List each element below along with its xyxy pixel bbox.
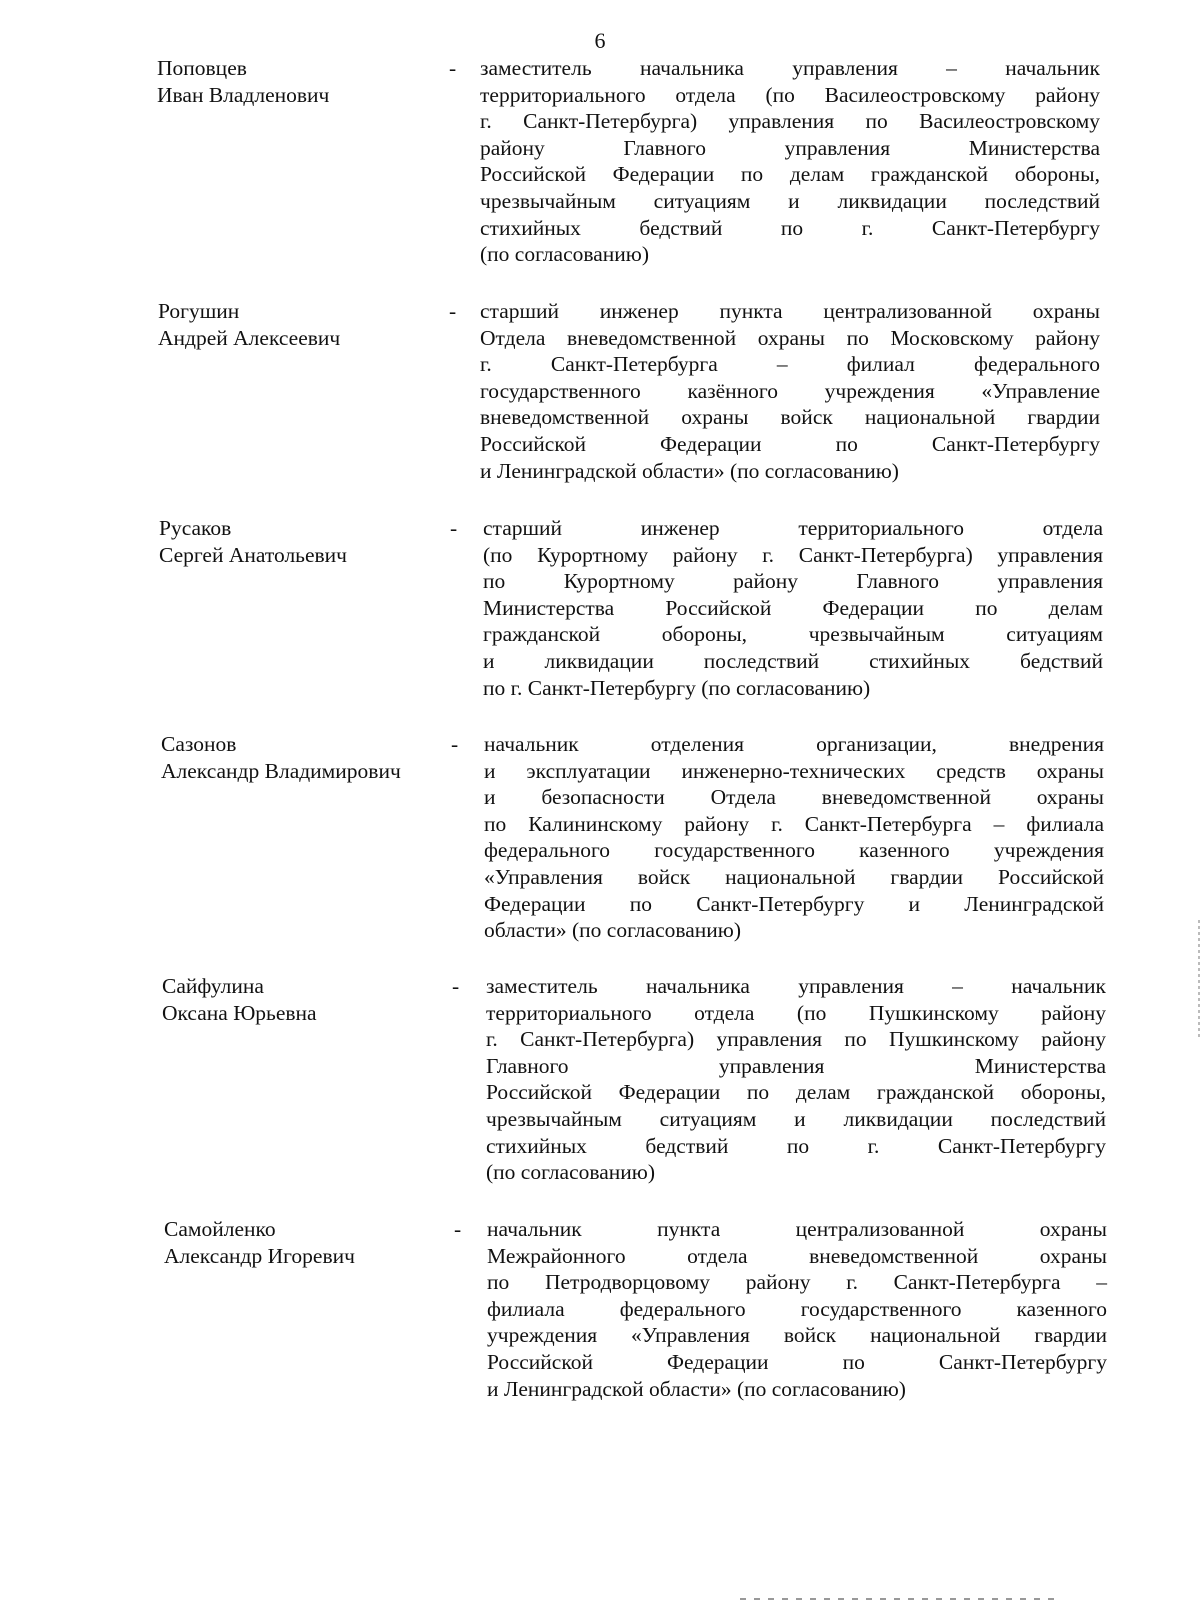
position-line: Российской Федерации по Санкт-Петербургу	[480, 431, 1100, 456]
position-line: Российской Федерации по Санкт-Петербургу	[487, 1349, 1107, 1374]
position-line: г. Санкт-Петербурга) управления по Пушкинскому району	[486, 1027, 1106, 1052]
position-line: району Главного управления Министерства	[480, 135, 1100, 160]
person-surname: Самойленко	[164, 1217, 276, 1241]
position-line: чрезвычайным ситуациям и ликвидации последствий	[480, 188, 1100, 213]
person-surname: Русаков	[159, 516, 232, 540]
position-line: Главного управления Министерства	[486, 1053, 1106, 1078]
position-line: (по согласованию)	[480, 242, 650, 267]
position-line: и безопасности Отдела вневедомственной охраны	[484, 785, 1104, 810]
position-line: г. Санкт-Петербурга) управления по Василеостровскому	[480, 109, 1100, 134]
position-line: Российской Федерации по делам гражданской обороны,	[486, 1080, 1106, 1105]
position-line: территориального отдела (по Пушкинскому району	[486, 1000, 1106, 1025]
position-line: по Калининскому району г. Санкт-Петербурга – филиала	[484, 811, 1104, 836]
person-given-names: Сергей Анатольевич	[159, 542, 347, 567]
position-line: Отдела вневедомственной охраны по Московскому району	[480, 325, 1100, 350]
position-line: филиала федерального государственного казенного	[487, 1296, 1107, 1321]
position-description	[487, 1216, 1107, 1402]
position-line: области» (по согласованию)	[484, 918, 742, 943]
person-name	[161, 731, 401, 784]
person-surname: Сайфулина	[162, 974, 264, 998]
person-given-names: Оксана Юрьевна	[162, 1000, 317, 1025]
position-line: Министерства Российской Федерации по делам	[483, 595, 1103, 620]
person-surname: Поповцев	[157, 56, 247, 80]
position-line: и ликвидации последствий стихийных бедствий	[483, 648, 1103, 673]
position-description	[483, 515, 1103, 701]
entry-dash: -	[454, 1217, 462, 1241]
position-line: «Управления войск национальной гвардии Российской	[484, 864, 1104, 889]
position-description	[480, 298, 1100, 484]
position-line: по Петродворцовому району г. Санкт-Петербурга –	[487, 1270, 1107, 1295]
position-line: и Ленинградской области» (по согласованию)	[487, 1376, 906, 1401]
position-description	[484, 731, 1104, 944]
position-line: г. Санкт-Петербурга – филиал федерального	[480, 352, 1100, 377]
person-surname: Сазонов	[161, 732, 237, 756]
person-given-names: Александр Владимирович	[161, 758, 401, 783]
position-line: и эксплуатации инженерно-технических средств охраны	[484, 758, 1104, 783]
position-line: чрезвычайным ситуациям и ликвидации последствий	[486, 1106, 1106, 1131]
position-line: по Курортному району Главного управления	[483, 569, 1103, 594]
person-name	[164, 1216, 355, 1269]
position-line: (по согласованию)	[486, 1160, 656, 1185]
position-line: федерального государственного казенного учреждения	[484, 838, 1104, 863]
position-line: вневедомственной охраны войск национальной гвардии	[480, 405, 1100, 430]
entry-dash: -	[449, 56, 457, 80]
person-surname: Рогушин	[158, 299, 240, 323]
position-line: территориального отдела (по Василеостровскому району	[480, 82, 1100, 107]
position-line: начальник отделения организации, внедрения	[484, 732, 1104, 756]
position-description	[480, 55, 1100, 268]
position-line: и Ленинградской области» (по согласованию)	[480, 458, 899, 483]
entry-dash: -	[450, 516, 458, 540]
person-given-names: Иван Владленович	[157, 82, 330, 107]
page-number: 6	[594, 28, 606, 53]
position-line: старший инженер пункта централизованной охраны	[480, 299, 1100, 323]
position-line: старший инженер территориального отдела	[483, 516, 1103, 540]
position-description	[486, 973, 1106, 1186]
position-line: Федерации по Санкт-Петербургу и Ленинградской	[484, 891, 1104, 916]
person-name	[159, 515, 347, 568]
entry-dash: -	[449, 299, 457, 323]
position-line: Российской Федерации по делам гражданской обороны,	[480, 162, 1100, 187]
position-line: учреждения «Управления войск национальной гвардии	[487, 1323, 1107, 1348]
position-line: заместитель начальника управления – начальник	[480, 56, 1100, 80]
position-line: Межрайонного отдела вневедомственной охраны	[487, 1243, 1107, 1268]
person-name	[158, 298, 340, 351]
person-name	[157, 55, 329, 108]
position-line: заместитель начальника управления – начальник	[486, 974, 1106, 998]
position-line: по г. Санкт-Петербургу (по согласованию)	[483, 675, 871, 700]
position-line: начальник пункта централизованной охраны	[487, 1217, 1107, 1241]
person-name	[162, 973, 317, 1026]
scan-bottom-artifact	[740, 1598, 1060, 1600]
person-given-names: Андрей Алексеевич	[158, 325, 341, 350]
person-given-names: Александр Игоревич	[164, 1243, 355, 1268]
position-line: стихийных бедствий по г. Санкт-Петербургу	[486, 1133, 1106, 1158]
position-line: стихийных бедствий по г. Санкт-Петербургу	[480, 215, 1100, 240]
entry-dash: -	[452, 974, 460, 998]
position-line: (по Курортному району г. Санкт-Петербурга) управления	[483, 542, 1103, 567]
position-line: государственного казённого учреждения «Управление	[480, 378, 1100, 403]
position-line: гражданской обороны, чрезвычайным ситуациям	[483, 622, 1103, 647]
entry-dash: -	[451, 732, 459, 756]
